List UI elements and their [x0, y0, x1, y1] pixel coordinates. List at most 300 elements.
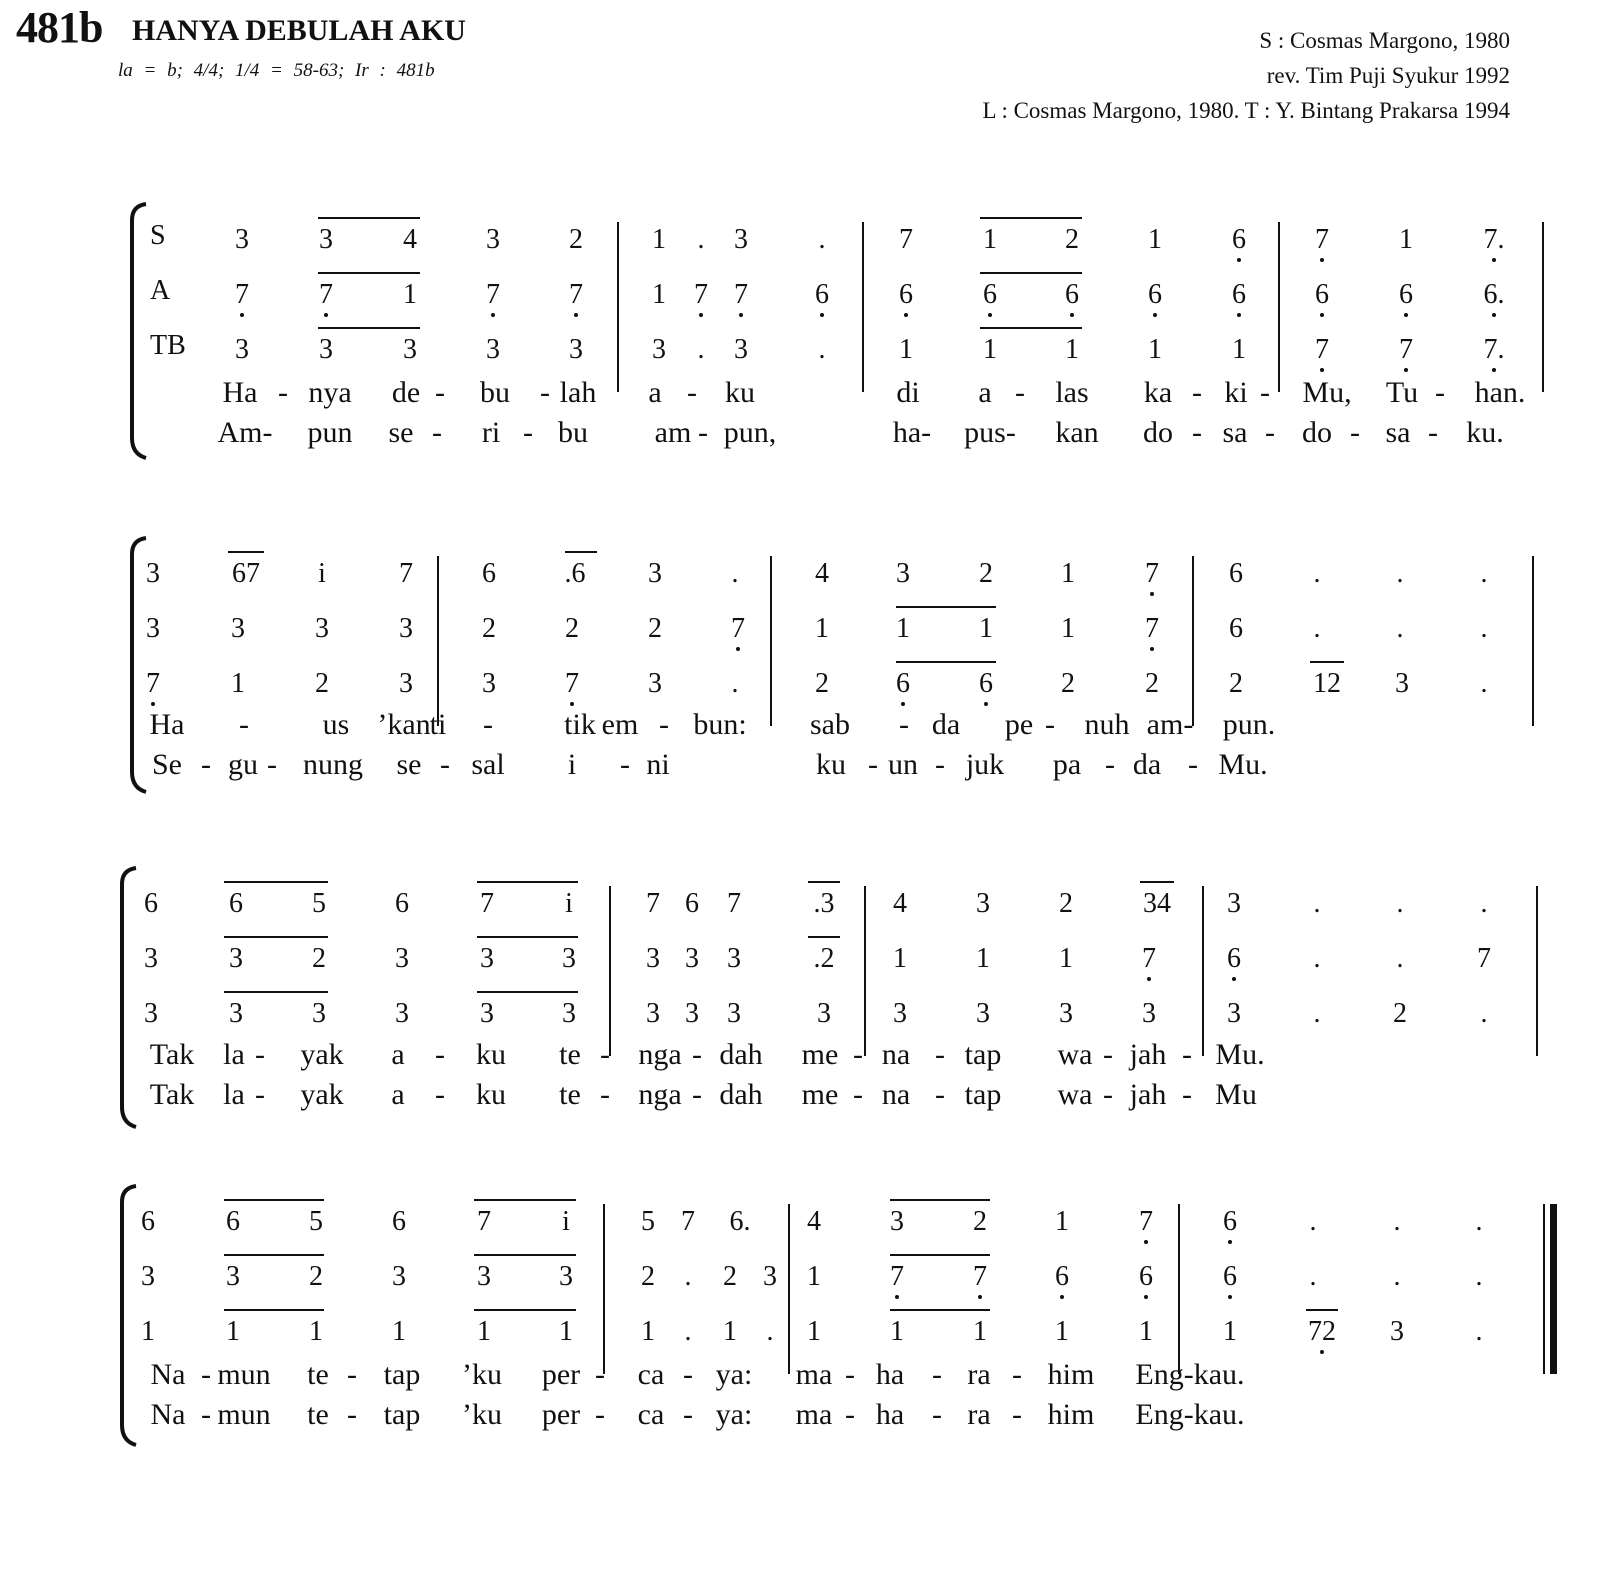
- octave-dot: [895, 1295, 899, 1299]
- lyric-syllable: ha: [875, 1358, 905, 1391]
- note: 7: [973, 1261, 987, 1292]
- note: 7: [681, 1206, 695, 1237]
- lyric-syllable: -: [432, 416, 442, 449]
- beam-line: [474, 1254, 576, 1256]
- note: 6: [1148, 279, 1162, 310]
- lyric-syllable: -: [620, 748, 630, 781]
- lyric-syllable: ca: [637, 1358, 665, 1391]
- note: 6: [1223, 1206, 1237, 1237]
- note: .: [1313, 558, 1321, 589]
- lyric-syllable: ri: [481, 416, 501, 449]
- lyric-syllable: per: [541, 1358, 581, 1391]
- note: .: [766, 1316, 774, 1347]
- lyric-syllable: nga: [638, 1038, 682, 1071]
- lyric-syllable: nga: [638, 1078, 682, 1111]
- lyric-syllable: un: [888, 748, 918, 781]
- lyric-syllable: -: [932, 1358, 942, 1391]
- song-number: 481b: [16, 3, 103, 52]
- lyric-syllable: ti: [429, 708, 447, 741]
- note: .3: [813, 888, 835, 919]
- note: 6.: [1483, 279, 1505, 310]
- note: .: [1313, 613, 1321, 644]
- beam-line: [1310, 661, 1344, 663]
- beam-line: [224, 881, 328, 883]
- note: 1: [641, 1316, 655, 1347]
- lyric-syllable: di: [896, 376, 920, 409]
- lyric-syllable: -: [683, 1398, 693, 1431]
- note: .: [1480, 668, 1488, 699]
- note: 7: [569, 279, 583, 310]
- note: 72: [1308, 1316, 1336, 1347]
- octave-dot: [1320, 368, 1324, 372]
- octave-dot: [736, 647, 740, 651]
- lyric-syllable: ma: [795, 1358, 833, 1391]
- note: .: [818, 224, 826, 255]
- note: 3: [231, 613, 245, 644]
- barline: [617, 222, 619, 392]
- octave-dot: [1150, 592, 1154, 596]
- note: 7: [480, 888, 494, 919]
- lyric-syllable: -: [853, 1078, 863, 1111]
- credit-line-2: rev. Tim Puji Syukur 1992: [1266, 63, 1510, 88]
- note: 1: [896, 613, 910, 644]
- lyric-syllable: dah: [719, 1038, 763, 1071]
- lyric-syllable: te: [559, 1078, 581, 1111]
- note: .: [1393, 1206, 1401, 1237]
- lyric-syllable: a: [648, 376, 662, 409]
- part-label-a: A: [150, 275, 171, 306]
- lyric-syllable: -: [255, 1038, 265, 1071]
- note: .: [697, 224, 705, 255]
- octave-dot: [240, 313, 244, 317]
- note: 3: [763, 1261, 777, 1292]
- note: 4: [807, 1206, 821, 1237]
- note: 1: [1148, 224, 1162, 255]
- brace-stroke: [132, 538, 146, 792]
- credit-line-3: L : Cosmas Margono, 1980. T : Y. Bintang Prakarsa 1994: [982, 98, 1510, 123]
- lyric-syllable: la: [223, 1038, 245, 1071]
- note: .: [1396, 613, 1404, 644]
- lyric-syllable: do: [1143, 416, 1173, 449]
- lyric-syllable: te: [307, 1358, 329, 1391]
- lyric-syllable: da: [931, 708, 961, 741]
- note: 3: [235, 224, 249, 255]
- lyric-syllable: -: [1435, 376, 1445, 409]
- beam-line: [224, 1254, 324, 1256]
- lyric-syllable: mun: [217, 1398, 271, 1431]
- lyric-syllable: pa: [1052, 748, 1082, 781]
- beam-line: [474, 1309, 576, 1311]
- note: 7: [1145, 558, 1159, 589]
- note: 2: [1061, 668, 1075, 699]
- note: 1: [1148, 334, 1162, 365]
- lyric-syllable: -: [1045, 708, 1055, 741]
- note: .: [684, 1261, 692, 1292]
- lyric-syllable: -: [845, 1358, 855, 1391]
- note: 34: [1143, 888, 1171, 919]
- note: 2: [973, 1206, 987, 1237]
- octave-dot: [1320, 1350, 1324, 1354]
- note: 1: [979, 613, 993, 644]
- note: 6: [144, 888, 158, 919]
- lyric-syllable: las: [1055, 376, 1089, 409]
- note: 2: [648, 613, 662, 644]
- note: 7: [146, 668, 160, 699]
- lyric-syllable: -: [845, 1398, 855, 1431]
- note: 2: [641, 1261, 655, 1292]
- lyric-syllable: am-: [1146, 708, 1194, 741]
- lyric-syllable: pun,: [723, 416, 777, 449]
- lyric-syllable: han.: [1474, 376, 1526, 409]
- lyric-syllable: ku: [476, 1078, 506, 1111]
- note: 1: [983, 224, 997, 255]
- beam-line: [896, 606, 996, 608]
- note: .: [1480, 888, 1488, 919]
- lyric-syllable: sa: [1385, 416, 1411, 449]
- octave-dot: [491, 313, 495, 317]
- lyric-syllable: -: [435, 1078, 445, 1111]
- lyric-syllable: tik: [564, 708, 596, 741]
- note: 7.: [1483, 334, 1505, 365]
- note: .: [731, 558, 739, 589]
- note: 3: [235, 334, 249, 365]
- lyric-syllable: tap: [964, 1038, 1002, 1071]
- note: 3: [399, 668, 413, 699]
- lyric-syllable: him: [1047, 1398, 1095, 1431]
- note: 7: [1142, 943, 1156, 974]
- note: 1: [1399, 224, 1413, 255]
- note: 1: [1139, 1316, 1153, 1347]
- octave-dot: [1144, 1240, 1148, 1244]
- note: 3: [559, 1261, 573, 1292]
- note: 1: [652, 224, 666, 255]
- note: 1: [890, 1316, 904, 1347]
- note: .: [1480, 558, 1488, 589]
- note: 1: [231, 668, 245, 699]
- note: .: [684, 1316, 692, 1347]
- note: 6: [229, 888, 243, 919]
- lyric-syllable: Mu.: [1218, 748, 1268, 781]
- octave-dot: [820, 313, 824, 317]
- note: 5: [309, 1206, 323, 1237]
- octave-dot: [1060, 1295, 1064, 1299]
- note: 7: [734, 279, 748, 310]
- note: 1: [976, 943, 990, 974]
- lyric-syllable: Ha: [149, 708, 185, 741]
- lyric-syllable: ya:: [715, 1358, 753, 1391]
- note: 1: [1055, 1316, 1069, 1347]
- note: 6: [983, 279, 997, 310]
- lyric-syllable: se: [396, 748, 422, 781]
- note: 7: [731, 613, 745, 644]
- note: 3: [976, 888, 990, 919]
- lyric-syllable: ca: [637, 1398, 665, 1431]
- lyric-syllable: -: [659, 708, 669, 741]
- octave-dot: [1404, 368, 1408, 372]
- note: 6: [1232, 224, 1246, 255]
- octave-dot: [570, 702, 574, 706]
- note: 2: [1059, 888, 1073, 919]
- lyric-syllable: -: [201, 748, 211, 781]
- lyric-syllable: ku: [816, 748, 846, 781]
- beam-line: [980, 272, 1082, 274]
- note: .: [1313, 998, 1321, 1029]
- note: 3: [312, 998, 326, 1029]
- lyric-syllable: ni: [646, 748, 670, 781]
- octave-dot: [1153, 313, 1157, 317]
- lyric-syllable: me: [801, 1038, 839, 1071]
- lyric-syllable: jah: [1129, 1038, 1167, 1071]
- note: 2: [315, 668, 329, 699]
- note: 6: [1399, 279, 1413, 310]
- note: 3: [562, 998, 576, 1029]
- lyric-syllable: -: [435, 1038, 445, 1071]
- beam-line: [808, 881, 840, 883]
- note: 7: [565, 668, 579, 699]
- note: 4: [815, 558, 829, 589]
- octave-dot: [984, 702, 988, 706]
- note: i: [562, 1206, 570, 1237]
- lyric-syllable: tap: [383, 1398, 421, 1431]
- lyric-syllable: me: [801, 1078, 839, 1111]
- beam-line: [477, 936, 578, 938]
- note: .: [1396, 943, 1404, 974]
- octave-dot: [988, 313, 992, 317]
- note: i: [565, 888, 573, 919]
- octave-dot: [1232, 977, 1236, 981]
- note: .: [1309, 1261, 1317, 1292]
- octave-dot: [1228, 1240, 1232, 1244]
- lyric-syllable: -: [483, 708, 493, 741]
- note: 3: [319, 334, 333, 365]
- part-label-tb: TB: [150, 330, 186, 361]
- barline: [770, 556, 772, 726]
- note: 1: [1055, 1206, 1069, 1237]
- barline: [1192, 556, 1194, 726]
- lyric-syllable: -: [1428, 416, 1438, 449]
- note: 3: [395, 998, 409, 1029]
- note: 3: [685, 998, 699, 1029]
- octave-dot: [1228, 1295, 1232, 1299]
- note: 1: [807, 1261, 821, 1292]
- note: 1: [226, 1316, 240, 1347]
- lyric-syllable: ku.: [1466, 416, 1504, 449]
- note: 6: [1227, 943, 1241, 974]
- note: 2: [565, 613, 579, 644]
- lyric-syllable: ’ku: [462, 1398, 502, 1431]
- note: 3: [480, 998, 494, 1029]
- note: 3: [727, 943, 741, 974]
- note: 12: [1313, 668, 1341, 699]
- lyric-syllable: -: [600, 1038, 610, 1071]
- lyric-syllable: Na: [150, 1398, 186, 1431]
- note: 2: [1145, 668, 1159, 699]
- octave-dot: [1144, 1295, 1148, 1299]
- lyric-syllable: Mu.: [1215, 1038, 1265, 1071]
- octave-dot: [904, 313, 908, 317]
- note: 3: [1142, 998, 1156, 1029]
- beam-line: [224, 1309, 324, 1311]
- octave-dot: [1404, 313, 1408, 317]
- brace-stroke: [122, 868, 136, 1127]
- lyric-syllable: gu: [228, 748, 258, 781]
- note: 3: [229, 943, 243, 974]
- note: 1: [477, 1316, 491, 1347]
- final-barline-thin: [1543, 1204, 1545, 1374]
- lyric-syllable: Mu: [1215, 1078, 1257, 1111]
- note: 7: [486, 279, 500, 310]
- note: 1: [309, 1316, 323, 1347]
- lyric-syllable: da: [1132, 748, 1162, 781]
- note: 3: [146, 558, 160, 589]
- lyric-syllable: Tak: [149, 1078, 195, 1111]
- note: .: [1309, 1206, 1317, 1237]
- lyric-syllable: a: [978, 376, 992, 409]
- octave-dot: [1320, 313, 1324, 317]
- lyric-syllable: kan: [1055, 416, 1099, 449]
- note: 1: [815, 613, 829, 644]
- lyric-syllable: -: [935, 1078, 945, 1111]
- lyric-syllable: nya: [308, 376, 352, 409]
- note: .: [1393, 1261, 1401, 1292]
- lyric-syllable: ma: [795, 1398, 833, 1431]
- beam-line: [224, 1199, 324, 1201]
- lyric-syllable: bu: [480, 376, 510, 409]
- note: 6: [482, 558, 496, 589]
- note: 2: [312, 943, 326, 974]
- lyric-syllable: sa: [1222, 416, 1248, 449]
- lyric-syllable: -: [1188, 748, 1198, 781]
- lyric-syllable: i: [567, 748, 577, 781]
- lyric-syllable: -: [201, 1398, 211, 1431]
- note: 6: [226, 1206, 240, 1237]
- note: 6: [1229, 558, 1243, 589]
- lyric-syllable: la: [223, 1078, 245, 1111]
- note: 3: [315, 613, 329, 644]
- note: 7: [1315, 224, 1329, 255]
- lyric-syllable: -: [347, 1398, 357, 1431]
- beam-line: [318, 327, 420, 329]
- lyric-syllable: mun: [217, 1358, 271, 1391]
- lyric-syllable: him: [1047, 1358, 1095, 1391]
- octave-dot: [1492, 258, 1496, 262]
- note: .: [731, 668, 739, 699]
- lyric-syllable: ra: [967, 1358, 991, 1391]
- note: 1: [559, 1316, 573, 1347]
- lyric-syllable: -: [440, 748, 450, 781]
- lyric-syllable: ha-: [892, 416, 932, 449]
- lyric-syllable: em: [601, 708, 639, 741]
- octave-dot: [901, 702, 905, 706]
- lyric-syllable: -: [1192, 416, 1202, 449]
- lyric-syllable: -: [899, 708, 909, 741]
- lyric-syllable: ka: [1143, 376, 1173, 409]
- lyric-syllable: ku: [476, 1038, 506, 1071]
- lyric-syllable: -: [698, 416, 708, 449]
- note: 3: [1059, 998, 1073, 1029]
- note: 7: [235, 279, 249, 310]
- note: 3: [648, 668, 662, 699]
- note: 2: [309, 1261, 323, 1292]
- note: 7: [477, 1206, 491, 1237]
- note: 7: [1145, 613, 1159, 644]
- lyric-syllable: -: [540, 376, 550, 409]
- barline: [603, 1204, 605, 1374]
- beam-line: [890, 1199, 990, 1201]
- note: 3: [226, 1261, 240, 1292]
- barline: [609, 886, 611, 1056]
- note: 3: [976, 998, 990, 1029]
- note: 4: [403, 224, 417, 255]
- note: 7: [1477, 943, 1491, 974]
- music-system: [0, 542, 1600, 842]
- lyric-syllable: ’ku: [462, 1358, 502, 1391]
- lyric-syllable: bu: [558, 416, 588, 449]
- note: 1: [1059, 943, 1073, 974]
- song-meta: la = b; 4/4; 1/4 = 58-63; Ir : 481b: [118, 60, 435, 81]
- lyric-syllable: -: [692, 1038, 702, 1071]
- lyric-syllable: ku: [725, 376, 755, 409]
- lyric-syllable: nuh: [1084, 708, 1130, 741]
- note: 6: [1223, 1261, 1237, 1292]
- note: 3: [896, 558, 910, 589]
- note: 6: [899, 279, 913, 310]
- note: 6: [815, 279, 829, 310]
- note: 1: [723, 1316, 737, 1347]
- lyric-syllable: ki: [1224, 376, 1248, 409]
- lyric-syllable: pun.: [1222, 708, 1276, 741]
- octave-dot: [1320, 258, 1324, 262]
- credit-line-1: S : Cosmas Margono, 1980: [1259, 28, 1510, 53]
- note: 6: [392, 1206, 406, 1237]
- beam-line: [474, 1199, 576, 1201]
- beam-line: [980, 327, 1082, 329]
- lyric-syllable: -: [1012, 1358, 1022, 1391]
- lyric-syllable: nung: [303, 748, 363, 781]
- lyric-syllable: tap: [383, 1358, 421, 1391]
- lyric-syllable: -: [868, 748, 878, 781]
- note: 6: [1232, 279, 1246, 310]
- barline: [788, 1204, 790, 1374]
- lyric-syllable: wa: [1057, 1038, 1093, 1071]
- note: 1: [893, 943, 907, 974]
- beam-line: [224, 991, 328, 993]
- lyric-syllable: ’kan: [377, 708, 431, 741]
- note: i: [318, 558, 326, 589]
- beam-line: [565, 551, 597, 553]
- note: 5: [312, 888, 326, 919]
- note: 6: [979, 668, 993, 699]
- lyric-syllable: sab: [810, 708, 850, 741]
- lyric-syllable: -: [1260, 376, 1270, 409]
- note: .: [1475, 1316, 1483, 1347]
- beam-line: [224, 936, 328, 938]
- lyric-syllable: pun: [307, 416, 353, 449]
- lyric-syllable: Eng-kau.: [1135, 1358, 1245, 1391]
- lyric-syllable: -: [692, 1078, 702, 1111]
- note: 7.: [1483, 224, 1505, 255]
- note: 3: [482, 668, 496, 699]
- note: 2: [1393, 998, 1407, 1029]
- beam-line: [477, 991, 578, 993]
- lyric-syllable: -: [932, 1398, 942, 1431]
- note: 3: [685, 943, 699, 974]
- octave-dot: [324, 313, 328, 317]
- note: 6: [1229, 613, 1243, 644]
- note: 3: [144, 998, 158, 1029]
- beam-line: [318, 272, 420, 274]
- beam-line: [808, 936, 840, 938]
